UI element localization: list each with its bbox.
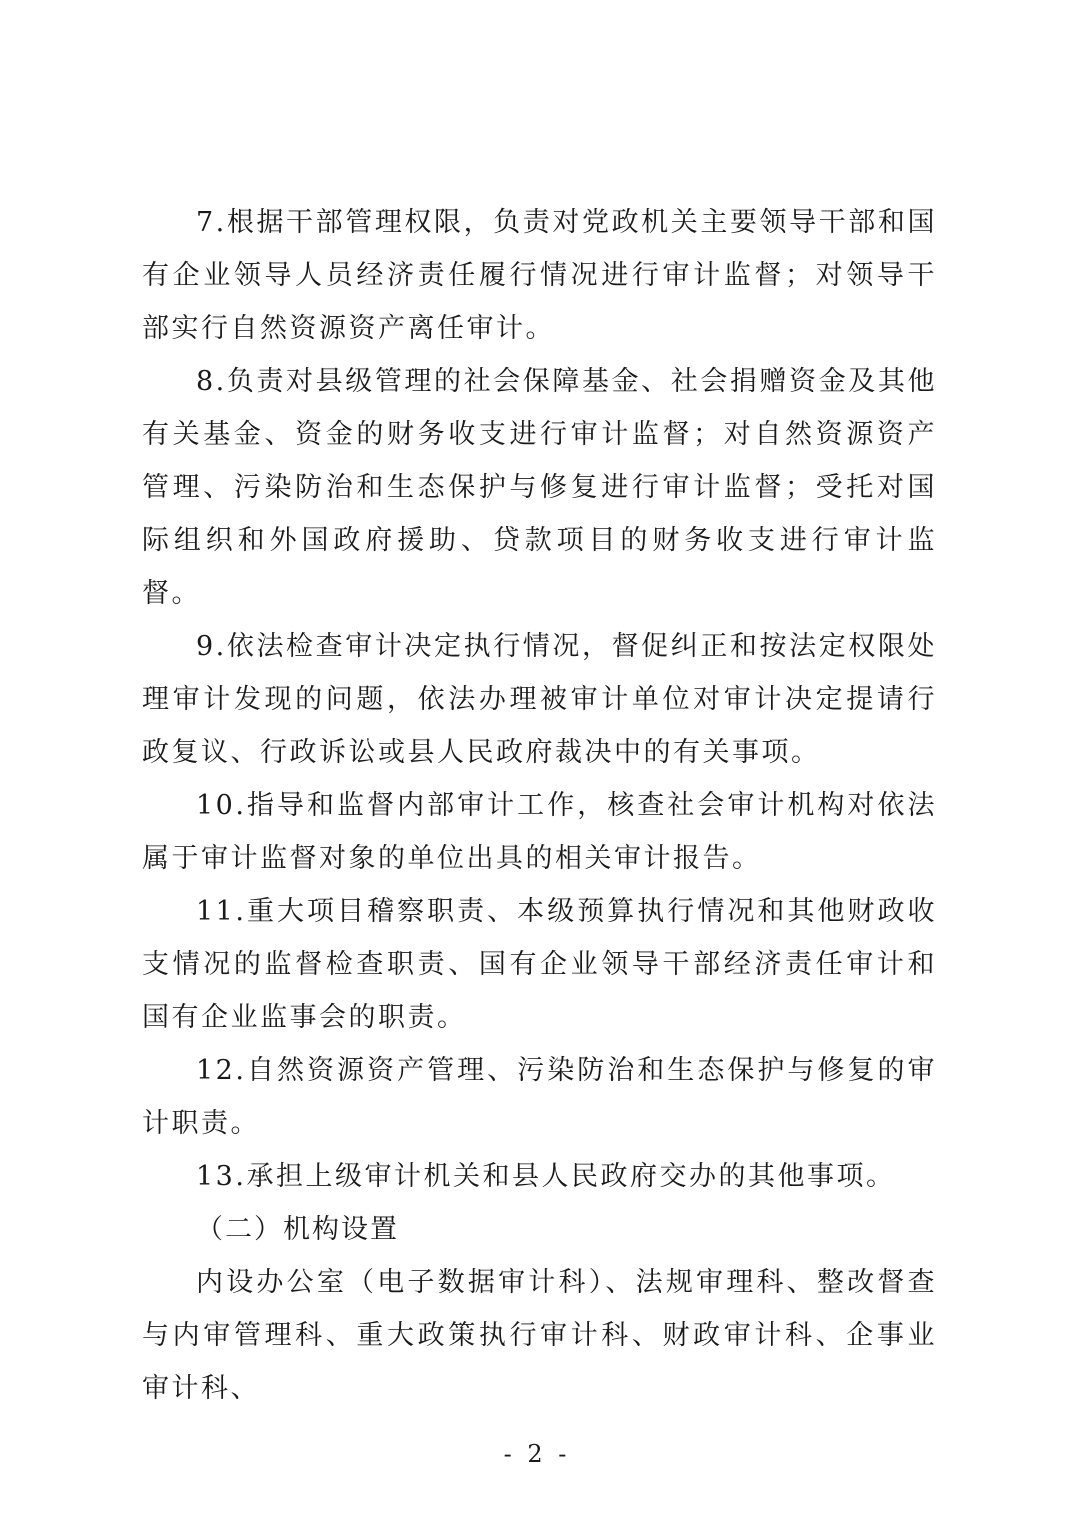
paragraph-item-12: 12.自然资源资产管理、污染防治和生态保护与修复的审计职责。 (142, 1055, 937, 1139)
section-paragraph: 内设办公室（电子数据审计科）、法规审理科、整改督查与内审管理科、重大政策执行审计科、财政审计科、企事业审计科、 (142, 1267, 937, 1404)
paragraph-item-11: 11.重大项目稽察职责、本级预算执行情况和其他财政收支情况的监督检查职责、国有企业领导干部经济责任审计和国有企业监事会的职责。 (142, 896, 937, 1033)
paragraph-item-7: 7.根据干部管理权限，负责对党政机关主要领导干部和国有企业领导人员经济责任履行情况进行审计监督；对领导干部实行自然资源资产离任审计。 (142, 207, 937, 344)
document-body (142, 196, 937, 1415)
paragraph-item-9: 9.依法检查审计决定执行情况，督促纠正和按法定权限处理审计发现的问题，依法办理被审计单位对审计决定提请行政复议、行政诉讼或县人民政府裁决中的有关事项。 (142, 631, 937, 768)
section-heading: （二）机构设置 (196, 1214, 399, 1245)
paragraph-item-13: 13.承担上级审计机关和县人民政府交办的其他事项。 (196, 1161, 896, 1192)
paragraph-item-10: 10.指导和监督内部审计工作，核查社会审计机构对依法属于审计监督对象的单位出具的相关审计报告。 (142, 790, 937, 874)
page-number: - 2 - (503, 1440, 571, 1468)
paragraph-item-8: 8.负责对县级管理的社会保障基金、社会捐赠资金及其他有关基金、资金的财务收支进行审计监督；对自然资源资产管理、污染防治和生态保护与修复进行审计监督；受托对国际组织和外国政府援助、贷款项目的财务收支进行审计监督。 (142, 366, 937, 609)
